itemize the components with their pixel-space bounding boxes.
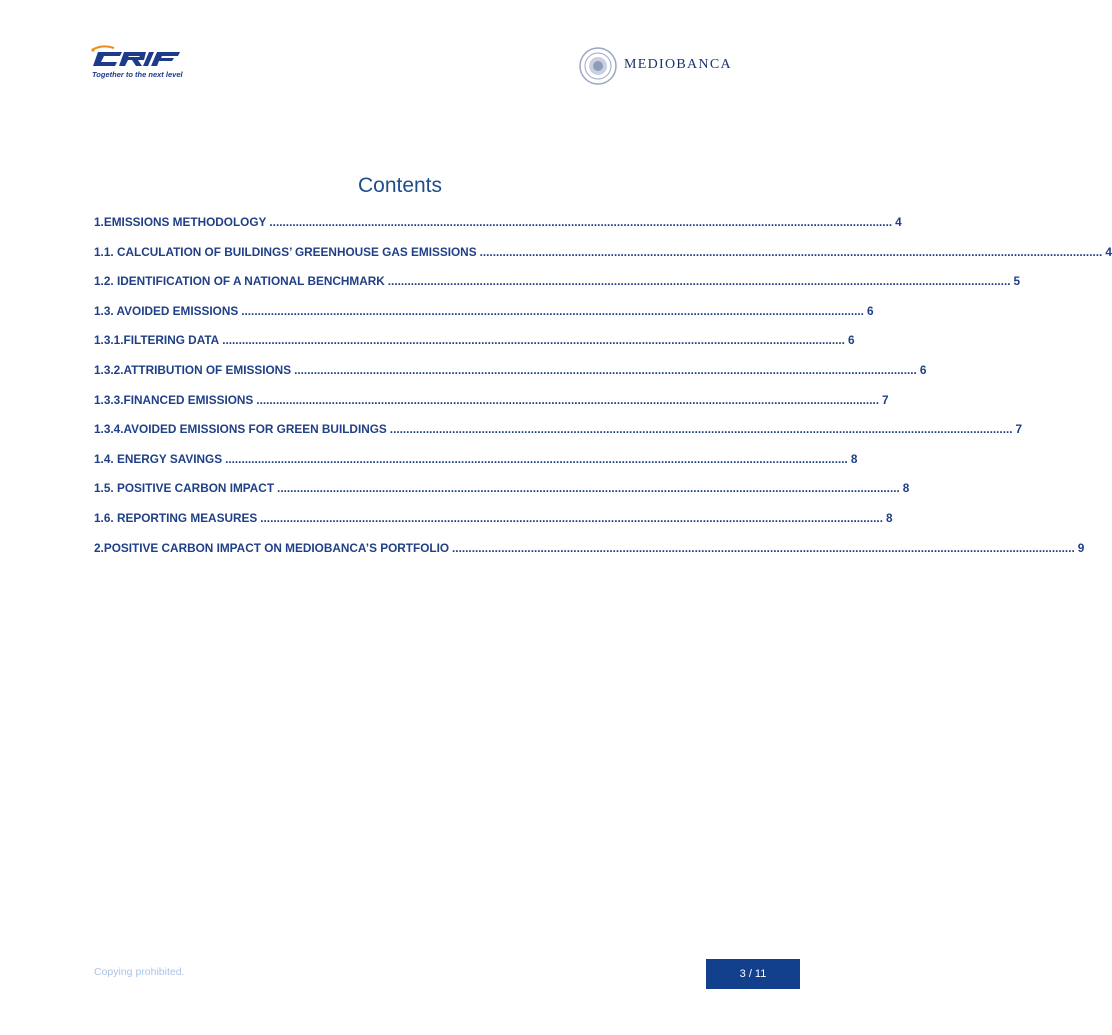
toc-entry-page: 8 (885, 510, 893, 525)
toc-entry-page: 8 (902, 481, 910, 496)
page-indicator: 3 / 11 (706, 959, 800, 989)
toc-leader-dots: .............................................................................................................................................................................................. (479, 244, 1103, 259)
toc-entry[interactable] (94, 332, 855, 362)
toc-entry-page: 9 (1077, 540, 1085, 555)
toc-entry[interactable] (94, 273, 1021, 303)
toc-leader-dots: .............................................................................................................................................................................................. (225, 451, 848, 466)
toc-entry-page: 6 (847, 333, 855, 348)
toc-entry-page: 7 (1015, 422, 1023, 437)
toc-leader-dots: .............................................................................................................................................................................................. (452, 540, 1075, 555)
toc-leader-dots: .............................................................................................................................................................................................. (222, 333, 845, 348)
toc-entry-label: AVOIDED EMISSIONS FOR GREEN BUILDINGS (123, 422, 387, 437)
toc-entry-label: ATTRIBUTION OF EMISSIONS (123, 362, 292, 377)
toc-leader-dots: .............................................................................................................................................................................................. (241, 303, 864, 318)
toc-entry[interactable] (94, 214, 902, 244)
toc-entry-page: 6 (866, 303, 874, 318)
toc-leader-dots: .............................................................................................................................................................................................. (294, 362, 917, 377)
crif-tagline: Together to the next level (92, 70, 183, 79)
toc-entry-label: 1.3. AVOIDED EMISSIONS (94, 303, 239, 318)
toc-entry-label: 1.4. ENERGY SAVINGS (94, 451, 223, 466)
mediobanca-seal-icon (578, 46, 618, 86)
crif-logo-mark (88, 42, 198, 72)
toc-entry[interactable] (94, 362, 927, 392)
toc-entry-label: POSITIVE CARBON IMPACT ON MEDIOBANCA’S PORTFOLIO (103, 540, 450, 555)
toc-entry-label: 1.6. REPORTING MEASURES (94, 510, 258, 525)
toc-entry-number: 1.3.4. (94, 422, 124, 437)
toc-entry[interactable] (94, 480, 910, 510)
toc-entry[interactable] (94, 303, 874, 333)
mediobanca-logo (578, 46, 732, 86)
toc-entry-page: 7 (882, 392, 889, 407)
toc-entry-label: 1.2. IDENTIFICATION OF A NATIONAL BENCHMARK (94, 274, 385, 289)
toc-entry-page: 4 (895, 215, 902, 229)
toc-title: Contents (357, 174, 443, 197)
toc-leader-dots: .............................................................................................................................................................................................. (269, 215, 893, 229)
toc-entry-label: EMISSIONS METHODOLOGY (103, 215, 267, 229)
toc-entry-label: 1.1. CALCULATION OF BUILDINGS’ GREENHOUSE GAS EMISSIONS (94, 244, 477, 259)
toc-entry-page: 5 (1013, 274, 1021, 289)
toc-entry[interactable] (94, 540, 1085, 570)
toc-entry-label: 1.5. POSITIVE CARBON IMPACT (94, 481, 275, 496)
copyright-note: Copying prohibited. (94, 966, 185, 978)
toc-entry-page: 8 (850, 451, 858, 466)
toc-entry-page: 6 (919, 362, 927, 377)
toc-leader-dots: .............................................................................................................................................................................................. (389, 422, 1013, 437)
toc-leader-dots: .............................................................................................................................................................................................. (260, 510, 883, 525)
toc-entry-number: 1. (94, 215, 104, 229)
toc-entry[interactable] (94, 451, 858, 481)
toc-entry[interactable] (94, 510, 893, 540)
toc-leader-dots: .............................................................................................................................................................................................. (256, 392, 880, 407)
toc-leader-dots: .............................................................................................................................................................................................. (277, 481, 900, 496)
toc-entry-page: 4 (1105, 244, 1112, 259)
toc-entry[interactable] (94, 244, 1112, 274)
toc-entry-label: FILTERING DATA (123, 333, 220, 348)
toc-entry-number: 2. (94, 540, 104, 555)
toc-entry-number: 1.3.2. (94, 362, 124, 377)
toc-entry-number: 1.3.3. (94, 392, 124, 407)
toc-leader-dots: .............................................................................................................................................................................................. (387, 274, 1011, 289)
toc-entry[interactable] (94, 392, 889, 422)
mediobanca-wordmark: MEDIOBANCA (624, 57, 732, 72)
table-of-contents (94, 214, 1112, 569)
toc-entry[interactable] (94, 421, 1023, 451)
crif-logo (88, 42, 198, 78)
toc-entry-label: FINANCED EMISSIONS (123, 392, 254, 407)
toc-entry-number: 1.3.1. (94, 333, 124, 348)
